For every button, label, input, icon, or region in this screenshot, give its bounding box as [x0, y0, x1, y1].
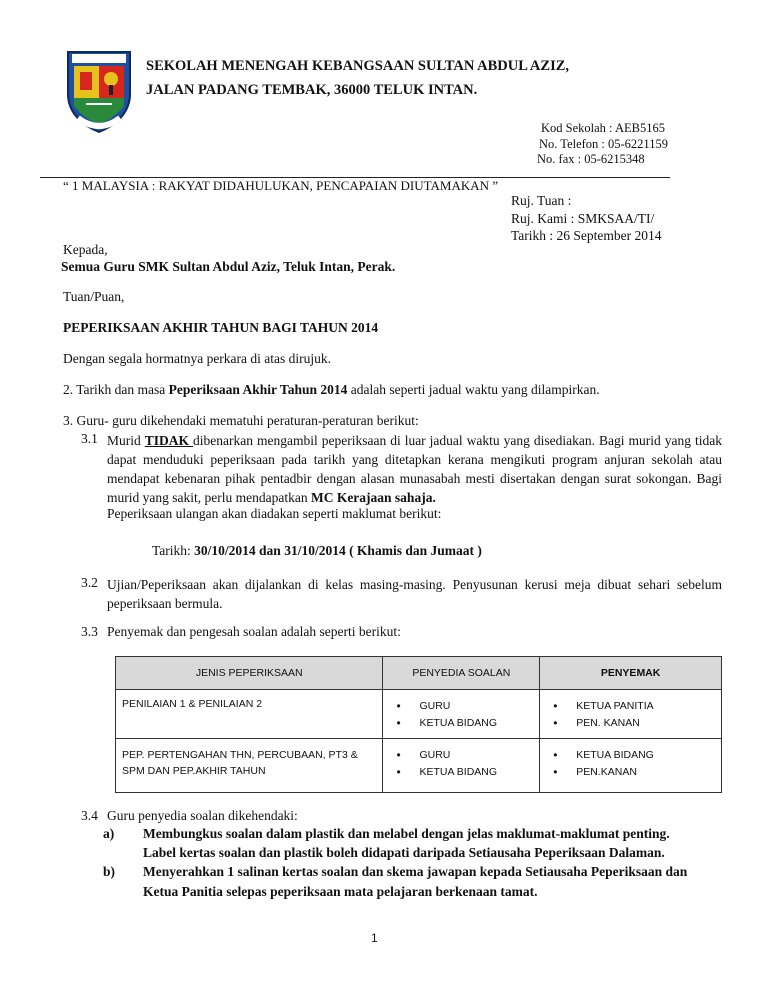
para2-post: adalah seperti jadual waktu yang dilampirkan.	[347, 382, 600, 397]
header-penyedia: PENYEDIA SOALAN	[383, 657, 540, 690]
item-3-2-number: 3.2	[81, 575, 98, 590]
item31-pre: Murid	[107, 433, 145, 448]
item-b-label: b)	[103, 864, 116, 879]
cell-penyedia	[383, 690, 540, 739]
item-a-line2: Label kertas soalan dan plastik boleh didapati daripada Setiausaha Peperiksaan Dalaman.	[143, 845, 665, 860]
item-3-1-number: 3.1	[81, 431, 98, 446]
table-header-row	[116, 657, 722, 690]
school-name: SEKOLAH MENENGAH KEBANGSAAN SULTAN ABDUL AZIZ,	[146, 58, 570, 74]
header-penyemak: PENYEMAK	[540, 657, 722, 690]
slogan: “ 1 MALAYSIA : RAKYAT DIDAHULUKAN, PENCAPAIAN DIUTAMAKAN ”	[63, 178, 499, 193]
cell-penyemak	[540, 739, 722, 793]
para2-bold: Peperiksaan Akhir Tahun 2014	[168, 382, 348, 397]
recipient: Semua Guru SMK Sultan Abdul Aziz, Teluk Intan, Perak.	[61, 259, 396, 274]
paragraph-3: 3. Guru- guru dikehendaki mematuhi peraturan-peraturan berikut:	[63, 413, 419, 428]
list-item: • KETUA BIDANG	[419, 715, 533, 732]
item-3-1-text	[107, 431, 722, 507]
item-a-line1: Membungkus soalan dalam plastik dan melabel dengan jelas maklumat-maklumat penting.	[143, 826, 670, 841]
table-row	[116, 690, 722, 739]
para2-pre: 2. Tarikh dan masa	[63, 382, 169, 397]
item-3-4-text: Guru penyedia soalan dikehendaki:	[107, 808, 298, 823]
item-b-line2: Ketua Panitia selepas peperiksaan mata pelajaran berkenaan tamat.	[143, 884, 538, 899]
list-item: • KETUA PANITIA	[576, 698, 715, 715]
list-item: • PEN. KANAN	[576, 715, 715, 732]
page-number: 1	[371, 931, 378, 945]
letter-date: Tarikh : 26 September 2014	[511, 228, 662, 243]
table-row	[116, 739, 722, 793]
item-3-2-text: Ujian/Peperiksaan akan dijalankan di kelas masing-masing. Penyusunan kerusi meja dibuat sehari sebelum peperiksaan bermula.	[107, 577, 722, 611]
paragraph-2	[63, 382, 600, 398]
cell-jenis: PEP. PERTENGAHAN THN, PERCUBAAN, PT3 & SPM DAN PEP.AKHIR TAHUN	[116, 739, 383, 793]
school-address: JALAN PADANG TEMBAK, 36000 TELUK INTAN.	[146, 82, 478, 98]
mc-kerajaan: MC Kerajaan sahaja.	[310, 490, 436, 505]
item-a-label: a)	[103, 826, 115, 841]
cell-penyemak	[540, 690, 722, 739]
list-item: • KETUA BIDANG	[419, 764, 533, 781]
kod-sekolah: Kod Sekolah : AEB5165	[541, 121, 665, 135]
item31-mid: dibenarkan mengambil peperiksaan di luar jadual waktu yang disediakan. Bagi murid yang tidak dapat menduduki peperiksaan pada tarikh yang ditetapkan kerana mengikuti program anjuran sekolah atau mendapat kebenaran pihak pentadbir dengan alasan munasabah mesti disertakan dengan surat sokongan. Bagi murid yang sakit, perlu mendapatkan	[107, 433, 722, 505]
telefon: No. Telefon : 05-6221159	[539, 137, 668, 151]
list-item: • KETUA BIDANG	[576, 747, 715, 764]
list-item: • GURU	[419, 698, 533, 715]
ulangan-date-value: 30/10/2014 dan 31/10/2014 ( Khamis dan Jumaat )	[194, 543, 482, 558]
ruj-tuan: Ruj. Tuan :	[511, 193, 572, 208]
cell-jenis: PENILAIAN 1 & PENILAIAN 2	[116, 690, 383, 739]
item-b-line1: Menyerahkan 1 salinan kertas soalan dan skema jawapan kepada Setiausaha Peperiksaan dan	[143, 864, 688, 879]
ulangan-date-line	[152, 543, 482, 559]
list-item: • GURU	[419, 747, 533, 764]
paragraph-1: Dengan segala hormatnya perkara di atas dirujuk.	[63, 351, 332, 366]
subject-title: PEPERIKSAAN AKHIR TAHUN BAGI TAHUN 2014	[63, 320, 379, 335]
cell-penyedia	[383, 739, 540, 793]
ulangan-date-label: Tarikh:	[152, 543, 195, 558]
item-3-4-number: 3.4	[81, 808, 98, 823]
kepada: Kepada,	[63, 242, 108, 257]
tidak-emphasis: TIDAK	[144, 433, 194, 448]
item-3-3-text: Penyemak dan pengesah soalan adalah seperti berikut:	[107, 624, 401, 639]
header-jenis: JENIS PEPERIKSAAN	[116, 657, 383, 690]
item-3-3-number: 3.3	[81, 624, 98, 639]
school-crest-logo	[64, 48, 134, 134]
salutation: Tuan/Puan,	[63, 289, 125, 304]
ulangan-text: Peperiksaan ulangan akan diadakan seperti maklumat berikut:	[107, 506, 442, 521]
list-item: • PEN.KANAN	[576, 764, 715, 781]
ruj-kami: Ruj. Kami : SMKSAA/TI/	[511, 211, 655, 226]
penyemak-table	[115, 656, 722, 793]
fax: No. fax : 05-6215348	[537, 152, 645, 166]
